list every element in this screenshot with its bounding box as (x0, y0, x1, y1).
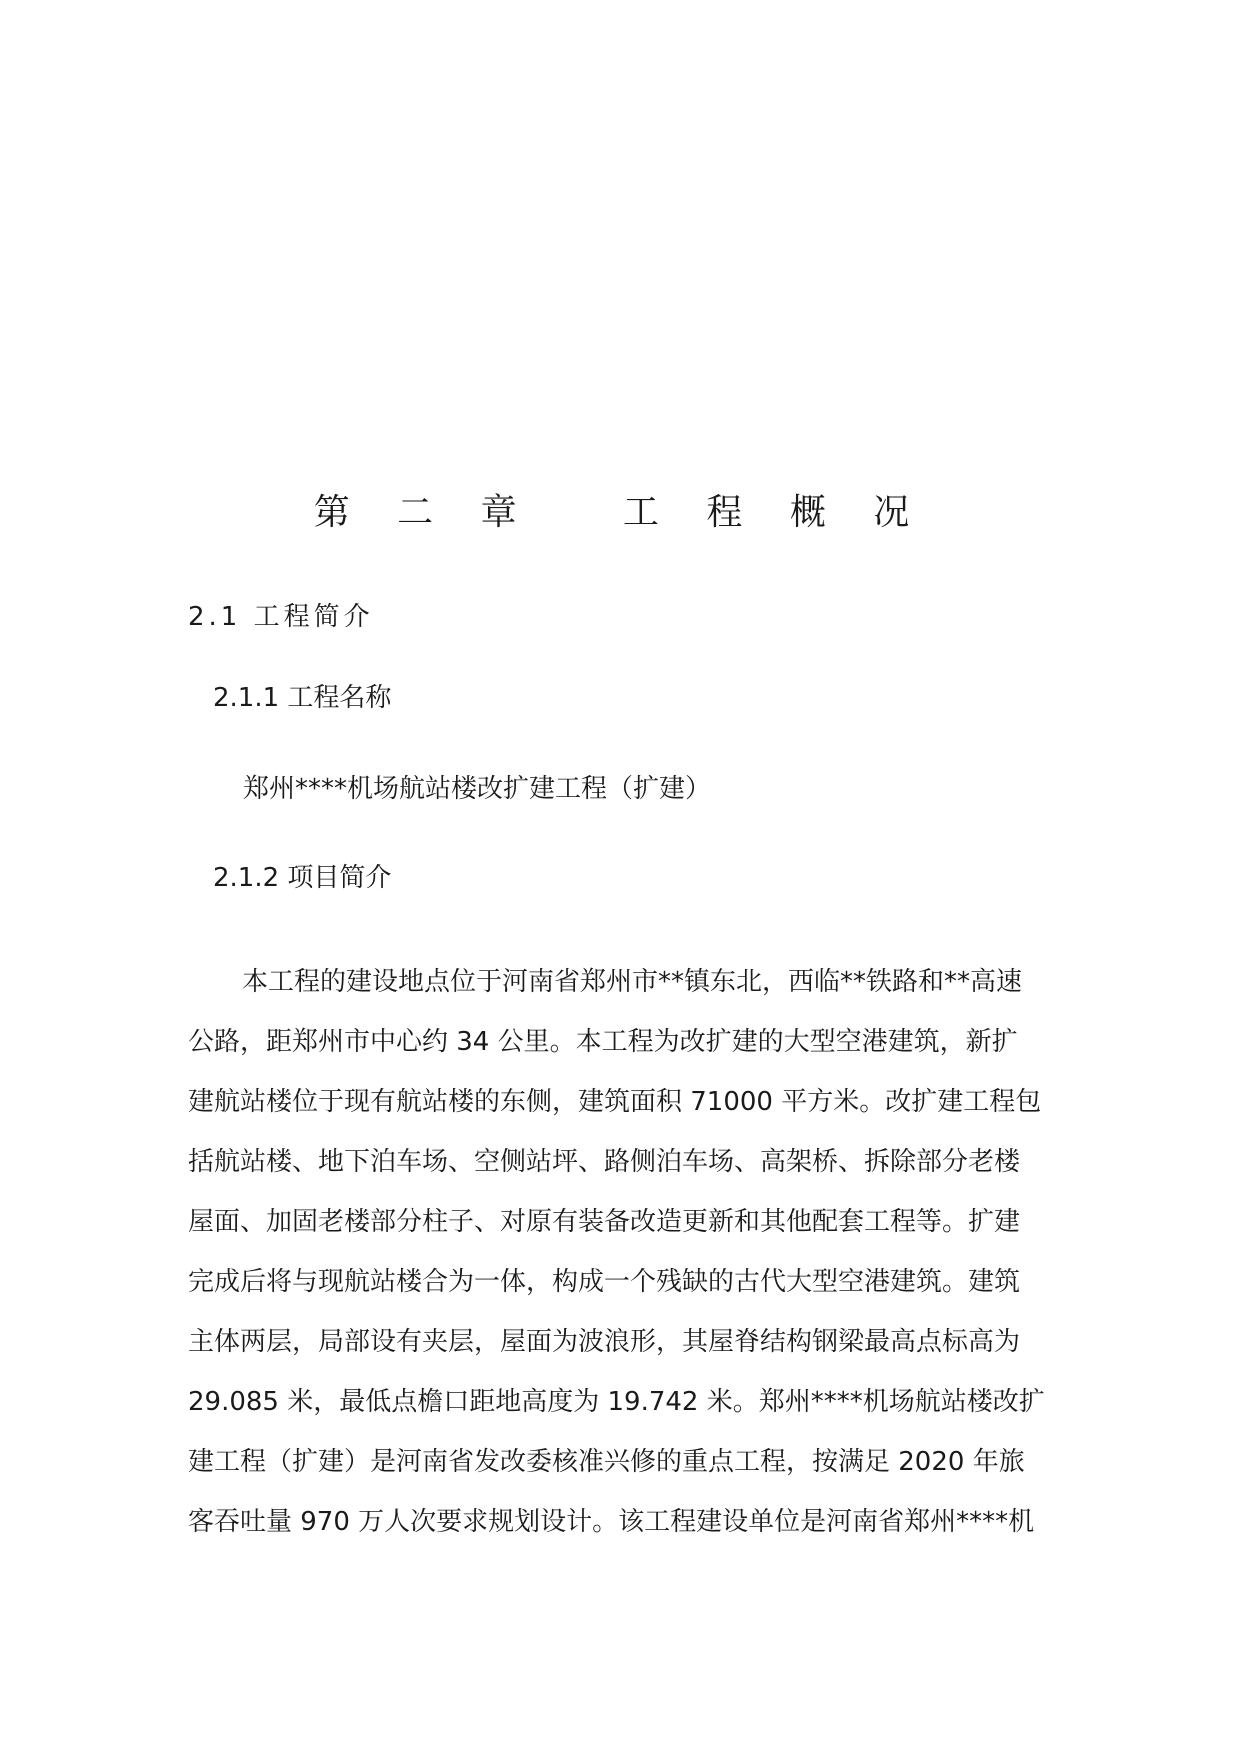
chapter-title: 第 二 章 工 程 概 况 (313, 492, 928, 533)
subsection-heading-project-intro: 2.1.2 项目简介 (213, 863, 392, 893)
project-intro-paragraph (188, 952, 1054, 1552)
paragraph-line: 完成后将与现航站楼合为一体，构成一个残缺的古代大型空港建筑。建筑 (188, 1267, 1021, 1297)
section-heading: 2.1 工程简介 (188, 602, 374, 632)
paragraph-line: 括航站楼、地下泊车场、空侧站坪、路侧泊车场、高架桥、拆除部分老楼 (188, 1147, 1021, 1177)
paragraph-line: 主体两层，局部设有夹层，屋面为波浪形，其屋脊结构钢梁最高点标高为 (188, 1327, 1021, 1357)
paragraph-line: 本工程的建设地点位于河南省郑州市**镇东北，西临**铁路和**高速 (242, 967, 1023, 997)
paragraph-line: 建航站楼位于现有航站楼的东侧，建筑面积 71000 平方米。改扩建工程包 (188, 1087, 1042, 1117)
paragraph-line: 公路，距郑州市中心约 34 公里。本工程为改扩建的大型空港建筑，新扩 (188, 1027, 1018, 1057)
subsection-heading-project-name: 2.1.1 工程名称 (213, 683, 392, 713)
paragraph-line: 建工程（扩建）是河南省发改委核准兴修的重点工程，按满足 2020 年旅 (188, 1447, 1025, 1477)
paragraph-line: 客吞吐量 970 万人次要求规划设计。该工程建设单位是河南省郑州****机 (188, 1507, 1035, 1537)
paragraph-line: 29.085 米，最低点檐口距地高度为 19.742 米。郑州****机场航站楼改扩 (188, 1387, 1045, 1417)
paragraph-line: 屋面、加固老楼部分柱子、对原有装备改造更新和其他配套工程等。扩建 (188, 1207, 1021, 1237)
project-name-text: 郑州****机场航站楼改扩建工程（扩建） (243, 774, 712, 804)
